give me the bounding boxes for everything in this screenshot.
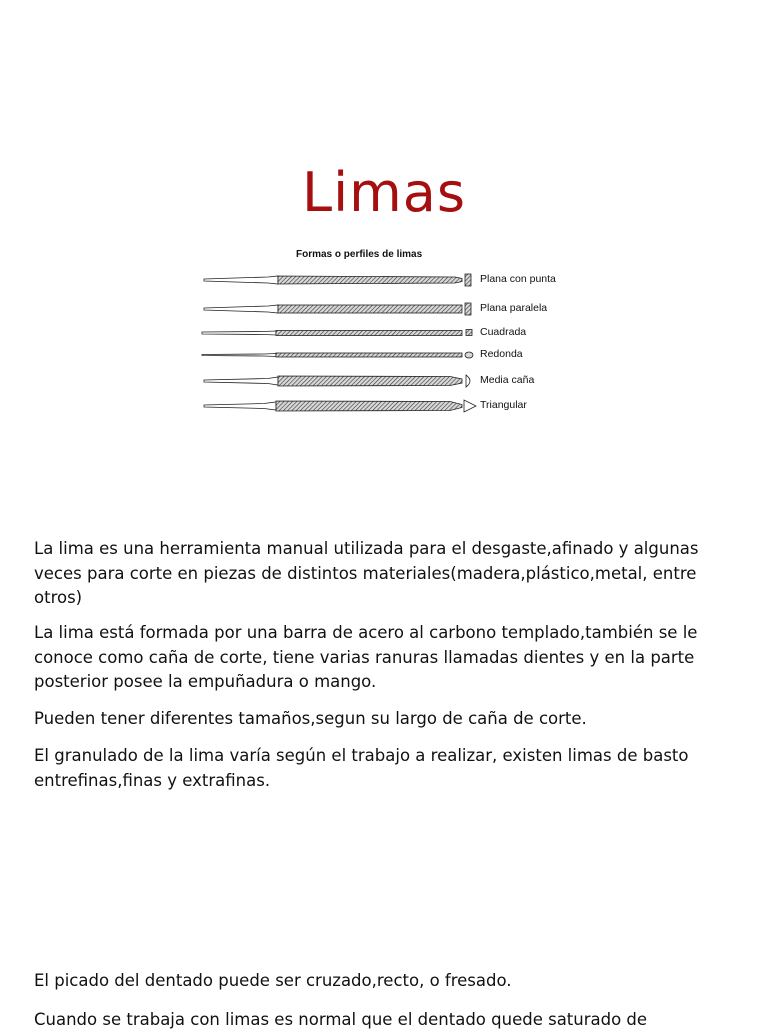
flat-parallel-file-icon <box>200 299 480 319</box>
round-file-icon <box>200 345 480 365</box>
file-label-triangular: Triangular <box>480 399 527 411</box>
paragraph-clogging: Cuando se trabaja con limas es normal que el dentado quede saturado de <box>34 1010 648 1029</box>
file-label-square: Cuadrada <box>480 326 527 338</box>
triangular-file-icon <box>200 396 480 416</box>
file-square <box>200 323 580 343</box>
page-title: Limas <box>302 161 466 224</box>
file-profiles-figure <box>200 244 580 424</box>
flat-tapered-file-icon <box>200 270 480 290</box>
paragraph-definition: La lima es una herramienta manual utilizada para el desgaste,afinado y algunas veces para corte en piezas de distintos materiales(madera,plástico,metal, entre otros) <box>34 539 699 607</box>
paragraph-teeth-cut: El picado del dentado puede ser cruzado,recto, o fresado. <box>34 971 512 990</box>
file-label-flat-parallel: Plana paralela <box>480 302 548 314</box>
file-flat-tapered <box>200 270 580 290</box>
file-label-half-round: Media caña <box>480 374 535 386</box>
file-triangular <box>200 396 580 416</box>
paragraph-grain: El granulado de la lima varía según el trabajo a realizar, existen limas de basto entrefinas,finas y extrafinas. <box>34 746 689 790</box>
half-round-file-icon <box>200 371 480 391</box>
square-file-icon <box>200 323 480 343</box>
file-half-round <box>200 371 580 391</box>
file-round <box>200 345 580 365</box>
paragraph-structure: La lima está formada por una barra de acero al carbono templado,también se le conoce como caña de corte, tiene varias ranuras llamadas dientes y en la parte posterior posee la empuñadura o mango. <box>34 623 698 691</box>
paragraph-sizes: Pueden tener diferentes tamaños,segun su largo de caña de corte. <box>34 709 587 728</box>
file-label-round: Redonda <box>480 348 523 360</box>
file-flat-parallel <box>200 299 580 319</box>
file-label-flat-tapered: Plana con punta <box>480 273 556 285</box>
figure-caption: Formas o perfiles de limas <box>296 249 423 260</box>
